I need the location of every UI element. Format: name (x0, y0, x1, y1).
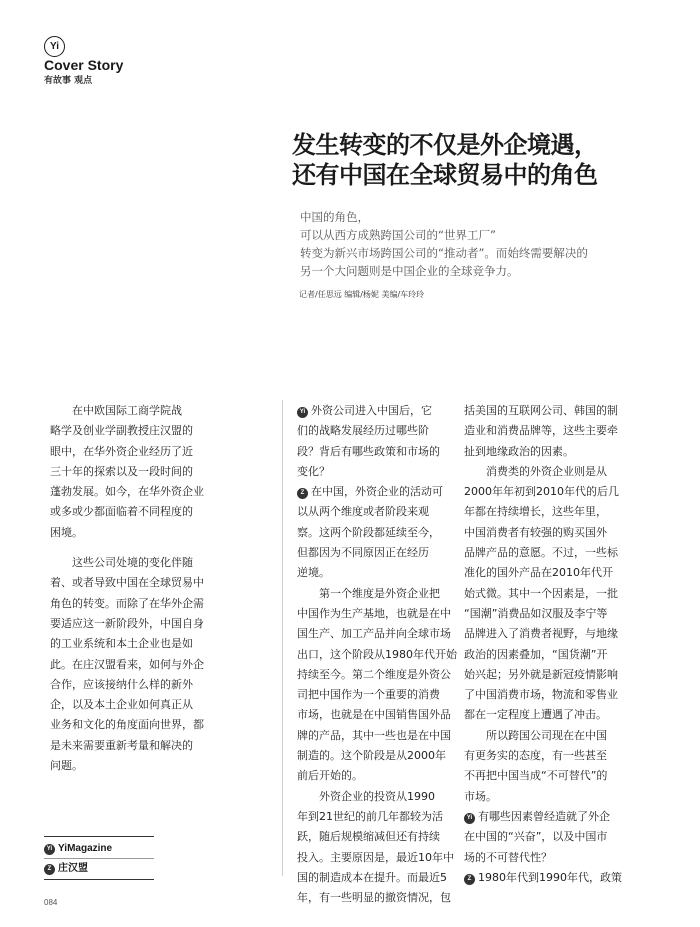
text-line: 或多或少都面临着不同程度的 (50, 505, 193, 519)
question-line: Yi 外资公司进入中国后，它 (297, 401, 455, 421)
text-line: 在中欧国际工商学院战 (50, 404, 182, 417)
text-line: 这些公司处境的变化伴随 (50, 556, 193, 570)
text-line: 业务和文化的角度面向世界，都 (50, 718, 204, 732)
text-line: 准化的国外产品在2010年代开 (464, 566, 613, 580)
text-line: 逆境。 (297, 566, 330, 580)
text-line: 市场，也就是在中国销售国外品 (297, 708, 451, 722)
text-line: 牌的产品，其中一些也是在中国 (297, 728, 451, 742)
text-line: 国生产、加工产品并向全球市场 (297, 627, 451, 641)
article-headline (292, 130, 672, 190)
answer-line: Z 在中国，外资企业的活动可 (297, 482, 455, 502)
question-line: 变化？ (297, 464, 330, 478)
text-line: 合作，应该接纳什么样的新外 (50, 677, 193, 691)
question-marker-icon: Yi (297, 407, 308, 418)
column-divider (282, 400, 283, 876)
deck-line: 另一个大问题则是中国企业的全球竞争力。 (300, 264, 519, 278)
text-line: 消费类的外资企业则是从 (464, 464, 607, 478)
text-line: 年，有一些明显的撤资情况，包 (297, 891, 451, 905)
question-marker-icon: Yi (44, 844, 55, 855)
text-line: 始兴起；另外就是新冠疫情影响 (464, 667, 618, 681)
question-line: 在中国的“兴奋”，以及中国市 (464, 830, 608, 844)
answer-marker-icon: Z (297, 488, 308, 499)
text-line: 括美国的互联网公司、韩国的制 (464, 404, 618, 417)
text-line: 持续至今。第二个维度是外资公 (297, 667, 451, 681)
text-line: 跃，随后规模缩减但还有持续 (297, 830, 440, 844)
question-line: Yi 有哪些因素曾经造就了外企 (464, 807, 664, 827)
magazine-logo: Yi (44, 36, 65, 57)
interviewee-label (44, 862, 88, 876)
text-line: 此。在庄汉盟看来，如何与外企 (50, 657, 204, 671)
text-line: 眼中，在华外资企业经历了近 (50, 444, 193, 458)
page-number: 084 (44, 898, 58, 907)
answer-marker-icon: Z (464, 874, 475, 885)
text-line: 中国消费者有较强的购买国外 (464, 525, 607, 539)
deck-line: 中国的角色， (300, 210, 369, 224)
text-line: 国的制造成本在提升。而最近5 (297, 870, 447, 884)
text-line: 品牌进入了消费者视野，与地缘 (464, 627, 618, 641)
text-line: 政治的因素叠加，“国货潮”开 (464, 647, 608, 661)
article-credits: 记者/任思远 编辑/杨妮 美编/车玲玲 (299, 290, 425, 299)
text-line: 外资企业的投资从1990 (297, 789, 435, 803)
text-line: 要适应这一新阶段外，中国自身 (50, 616, 204, 630)
text-line: 出口，这个阶段从1980年代开始 (297, 647, 457, 661)
text-line: 的工业系统和本土企业也是如 (50, 637, 193, 651)
interview-column-2 (297, 401, 455, 908)
text-line: 困境。 (50, 525, 83, 539)
footer-rule (44, 879, 154, 880)
text-line: 但都因为不同原因正在经历 (297, 546, 429, 560)
text-line: 2000年年初到2010年代的后几 (464, 485, 619, 499)
text-line: 了中国消费市场，物流和零售业 (464, 688, 618, 702)
answer-marker-icon: Z (44, 864, 55, 875)
text-line: 年都在持续增长，这些年里， (464, 505, 607, 519)
text-line: 所以跨国公司现在在中国 (464, 728, 607, 742)
text-line: 第一个维度是外资企业把 (297, 586, 440, 600)
headline-line: 还有中国在全球贸易中的角色 (292, 161, 598, 189)
text-line: 企，以及本土企业如何真正从 (50, 698, 193, 712)
article-deck (300, 208, 660, 280)
text-line: 前后开始的。 (297, 769, 363, 783)
question-line: 们的战略发展经历过哪些阶 (297, 424, 429, 438)
text-line: 着、或者导致中国在全球贸易中 (50, 576, 204, 590)
interviewee-name: 庄汉盟 (58, 863, 88, 874)
text-line: 三十年的探索以及一段时间的 (50, 464, 193, 478)
text-line: 市场。 (464, 789, 497, 803)
intro-column (50, 401, 240, 776)
answer-line: Z 1980年代到1990年代，政策 (464, 868, 664, 888)
text-line: 以从两个维度或者阶段来观 (297, 505, 429, 519)
text-line: 是未来需要重新考量和解决的 (50, 738, 193, 752)
text-line: 扯到地缘政治的因素。 (464, 444, 574, 458)
interviewer-label (44, 842, 112, 856)
text-line: 略学及创业学副教授庄汉盟的 (50, 424, 193, 438)
section-subtitle: 有故事 观点 (44, 76, 93, 86)
text-line: 角色的转变。而除了在华外企需 (50, 596, 204, 610)
text-line: 不再把中国当成“不可替代”的 (464, 769, 608, 783)
text-line: 察。这两个阶段都延续至今， (297, 525, 440, 539)
question-line: 场的不可替代性？ (464, 850, 552, 864)
text-line: 中国作为生产基地，也就是在中 (297, 606, 451, 620)
interview-column-3 (464, 401, 664, 888)
footer-rule (44, 858, 154, 859)
text-line (50, 543, 240, 553)
question-marker-icon: Yi (464, 813, 475, 824)
text-line: 品牌产品的意愿。不过，一些标 (464, 546, 618, 560)
text-line: “国潮”消费品如汉服及李宁等 (464, 606, 608, 620)
text-line: 制造的。这个阶段是从2000年 (297, 749, 446, 763)
text-line: 蓬勃发展。如今，在华外资企业 (50, 485, 204, 499)
section-title: Cover Story (44, 57, 124, 73)
text-line: 问题。 (50, 759, 83, 773)
headline-line: 发生转变的不仅是外企境遇， (292, 131, 598, 159)
question-line: 段？背后有哪些政策和市场的 (297, 444, 440, 458)
text-line: 年到21世纪的前几年都较为活 (297, 809, 443, 823)
text-line: 都在一定程度上遭遇了冲击。 (464, 708, 607, 722)
footer-rule (44, 836, 154, 837)
deck-line: 可以从西方成熟跨国公司的“世界工厂” (300, 228, 496, 242)
text-line: 造业和消费品牌等，这些主要牵 (464, 424, 618, 438)
text-line: 有更务实的态度，有一些甚至 (464, 749, 607, 763)
text-line: 投入。主要原因是，最近10年中 (297, 850, 454, 864)
deck-line: 转变为新兴市场跨国公司的“推动者”。而始终需要解决的 (300, 246, 588, 260)
magazine-name: YiMagazine (58, 843, 113, 854)
text-line: 司把中国作为一个重要的消费 (297, 688, 440, 702)
text-line: 始式微。其中一个因素是，一批 (464, 586, 618, 600)
